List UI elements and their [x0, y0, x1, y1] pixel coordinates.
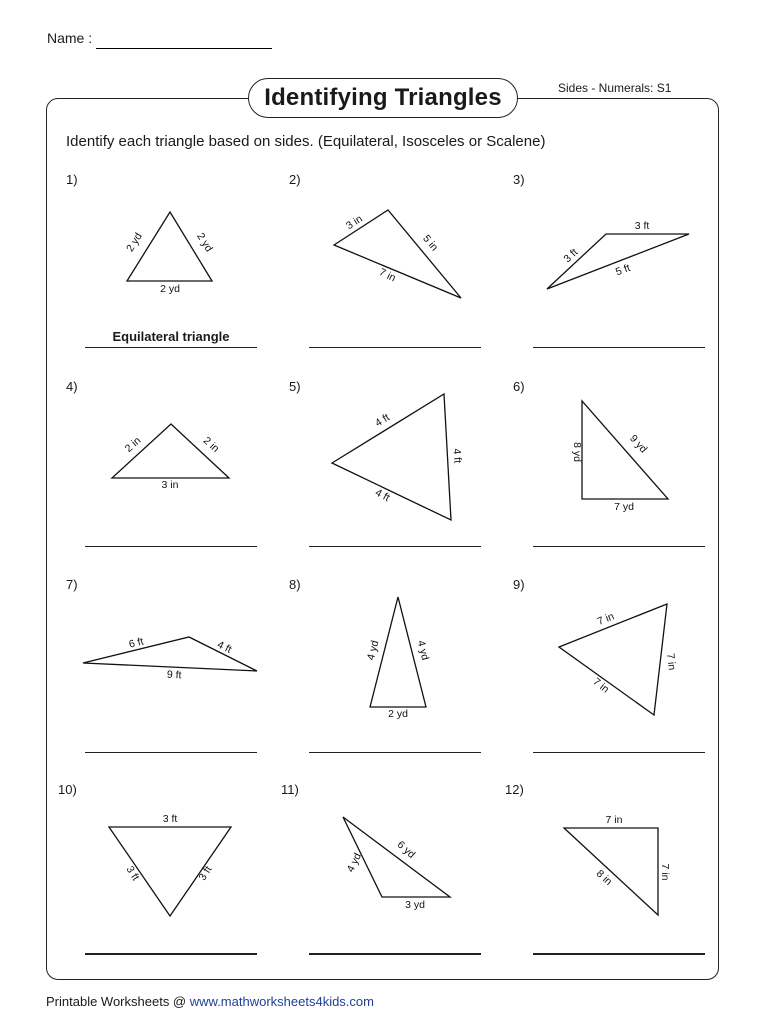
side-label: 4 yd [414, 639, 432, 662]
side-label: 4 ft [373, 486, 392, 505]
side-label: 3 ft [561, 246, 581, 266]
triangle-7 [83, 637, 257, 671]
problem-number: 2) [289, 172, 301, 187]
side-label: 7 in [664, 652, 678, 671]
side-label: 3 yd [405, 899, 425, 911]
side-label: 3 ft [123, 864, 142, 883]
triangle-12 [564, 828, 658, 915]
problem-number: 3) [513, 172, 525, 187]
page-title-text: Identifying Triangles [264, 84, 502, 111]
problem-number: 11) [281, 782, 299, 797]
side-label: 3 ft [196, 864, 215, 883]
side-label: 2 yd [388, 708, 408, 720]
side-label: 4 yd [364, 639, 382, 662]
side-label: 4 ft [215, 638, 234, 656]
side-label: 7 in [377, 266, 398, 285]
side-label: 3 in [161, 479, 179, 491]
footer-link[interactable]: www.mathworksheets4kids.com [189, 994, 374, 1009]
triangle-5 [332, 394, 451, 520]
footer-prefix: Printable Worksheets @ [46, 994, 190, 1009]
problem-number: 1) [66, 172, 78, 187]
side-label: 4 yd [344, 851, 365, 875]
triangle-6 [582, 401, 668, 499]
side-label: 8 yd [571, 442, 583, 462]
side-label: 5 ft [614, 262, 632, 279]
side-label: 2 yd [160, 283, 180, 295]
side-label: 7 in [605, 814, 623, 826]
problem-number: 6) [513, 379, 525, 394]
side-label: 6 yd [394, 838, 418, 861]
problem-number: 8) [289, 577, 301, 592]
problem-number: 4) [66, 379, 78, 394]
instructions: Identify each triangle based on sides. (Equilateral, Isosceles or Scalene) [66, 133, 546, 150]
side-label: 2 yd [124, 230, 145, 255]
side-label: 7 in [590, 675, 612, 696]
side-label: 3 in [343, 212, 365, 233]
problem-number: 7) [66, 577, 78, 592]
problem-number: 10) [58, 782, 77, 797]
answer-text: Equilateral triangle [112, 329, 230, 344]
footer [46, 994, 374, 1009]
problem-number: 12) [505, 782, 524, 797]
side-label: 2 in [122, 434, 144, 455]
side-label: 9 yd [627, 432, 650, 456]
side-label: 3 ft [162, 813, 178, 825]
side-label: 7 in [659, 863, 671, 881]
side-label: 9 ft [166, 668, 182, 682]
side-label: 8 in [593, 867, 615, 888]
side-label: 4 ft [450, 448, 464, 464]
side-label: 6 ft [127, 635, 145, 651]
side-label: 7 yd [614, 501, 634, 513]
side-label: 2 in [200, 434, 222, 455]
sheet-code: Sides - Numerals: S1 [558, 81, 672, 95]
problem-number: 5) [289, 379, 301, 394]
name-label: Name : [47, 30, 93, 46]
side-label: 5 in [420, 232, 441, 254]
side-label: 7 in [595, 610, 616, 628]
problem-number: 9) [513, 577, 525, 592]
side-label: 4 ft [373, 411, 392, 430]
side-label: 2 yd [194, 230, 215, 255]
side-label: 3 ft [634, 220, 650, 232]
triangle-1 [127, 212, 212, 281]
